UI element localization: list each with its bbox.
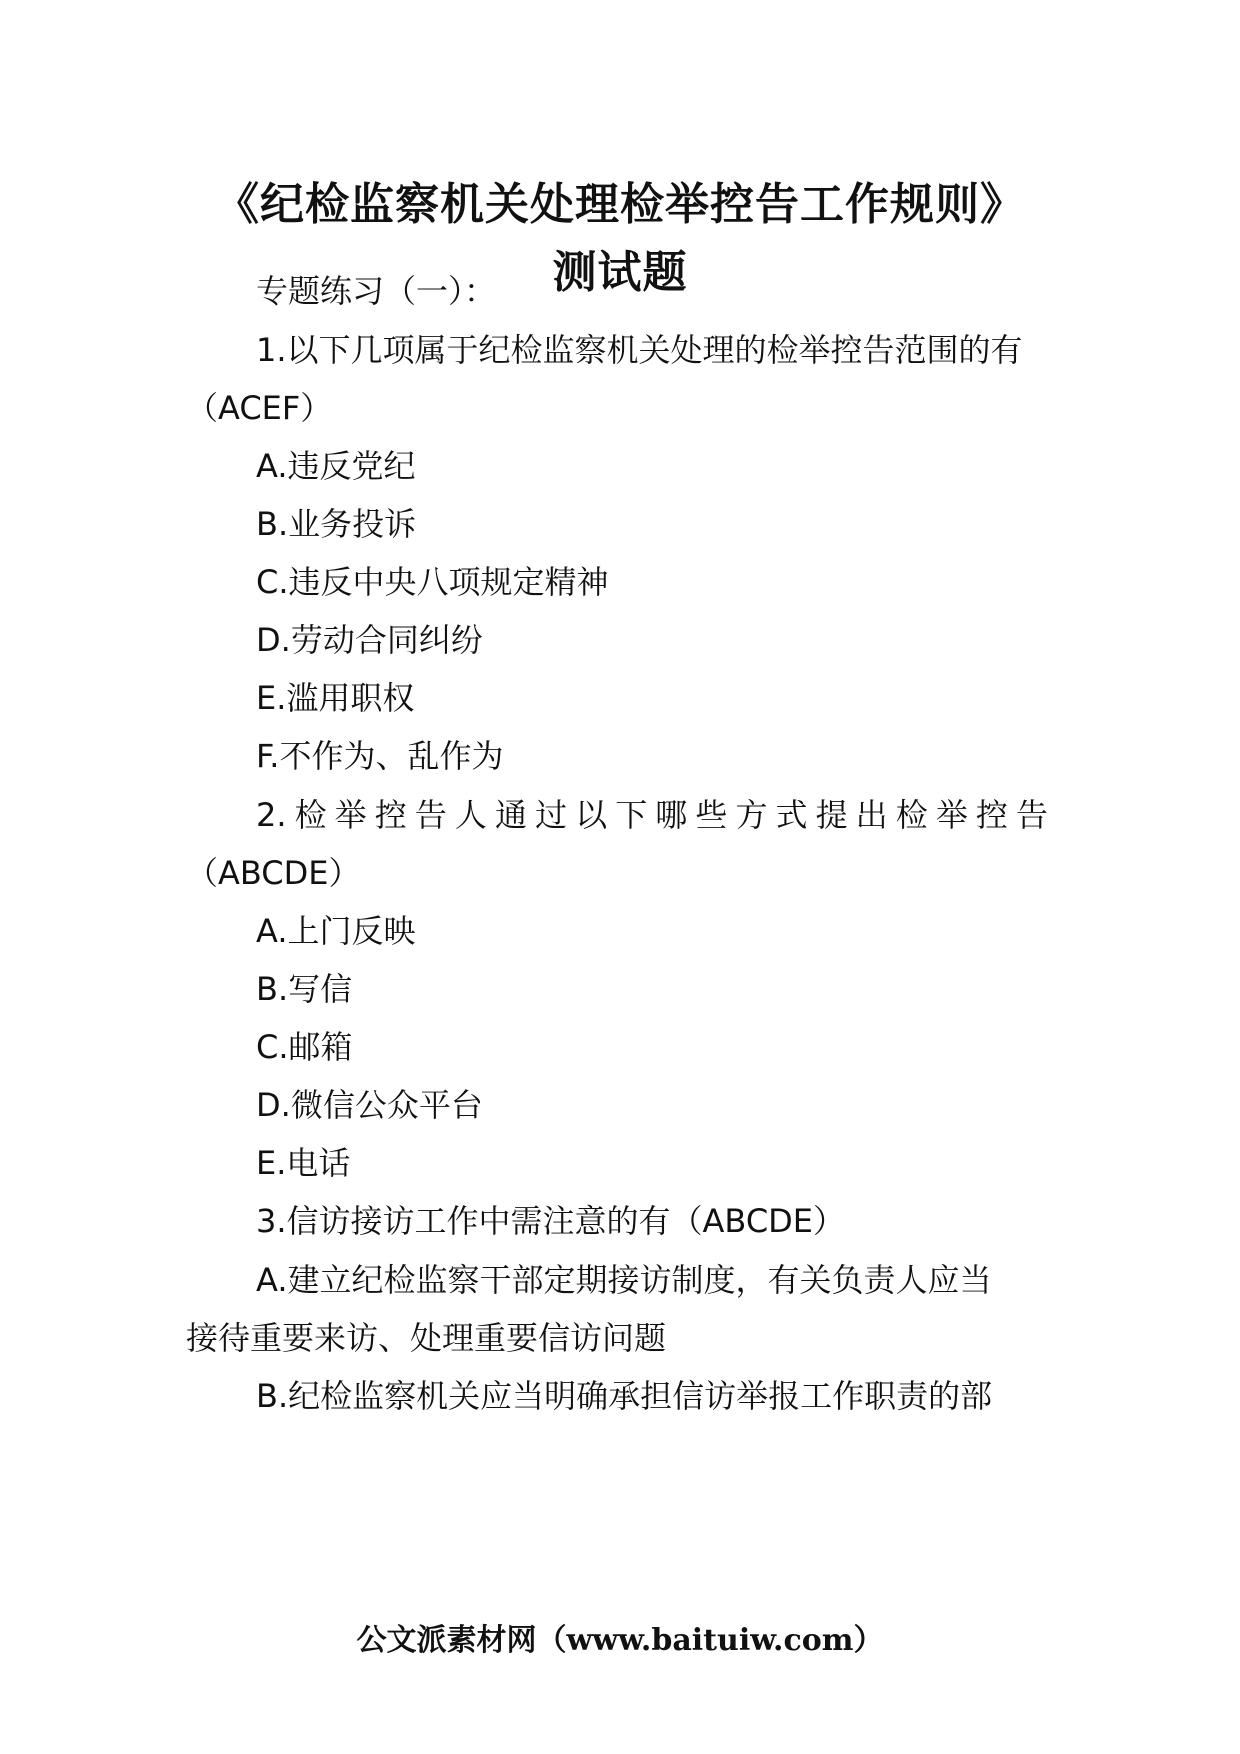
question-2-option-d: D.微信公众平台 [256, 1086, 483, 1124]
question-1-option-c: C.违反中央八项规定精神 [256, 563, 609, 601]
question-1-option-f: F.不作为、乱作为 [256, 737, 504, 775]
footer-watermark [0, 1615, 1240, 1659]
question-2-option-a: A.上门反映 [256, 912, 416, 950]
question-3-option-a-line2: 接待重要来访、处理重要信访问题 [186, 1319, 667, 1357]
question-1-option-d: D.劳动合同纠纷 [256, 621, 483, 659]
question-2-option-c: C.邮箱 [256, 1028, 353, 1066]
question-1-option-e: E.滥用职权 [256, 679, 415, 717]
question-1-stem: 1.以下几项属于纪检监察机关处理的检举控告范围的有 [256, 331, 1023, 369]
document-title-line1: 《纪检监察机关处理检举控告工作规则》 [215, 179, 1025, 230]
footer-label: 公文派素材网 [356, 1623, 537, 1658]
question-1-option-a: A.违反党纪 [256, 447, 416, 485]
question-1-answer: （ACEF） [186, 389, 333, 427]
document-title-line2: 测试题 [552, 247, 688, 298]
footer-site: （www.baituiw.com） [536, 1623, 884, 1658]
question-3-option-b-line1: B.纪检监察机关应当明确承担信访举报工作职责的部 [256, 1377, 993, 1415]
question-3-option-a-line1: A.建立纪检监察干部定期接访制度，有关负责人应当 [256, 1261, 992, 1299]
question-2-answer: （ABCDE） [186, 854, 361, 892]
question-1-option-b: B.业务投诉 [256, 505, 417, 543]
section-heading: 专题练习（一）： [256, 272, 497, 310]
question-2-stem: 2.检举控告人通过以下哪些方式提出检举控告 [256, 796, 1048, 834]
question-2-option-b: B.写信 [256, 970, 353, 1008]
question-3-stem: 3.信访接访工作中需注意的有（ABCDE） [256, 1202, 846, 1240]
question-2-option-e: E.电话 [256, 1144, 351, 1182]
